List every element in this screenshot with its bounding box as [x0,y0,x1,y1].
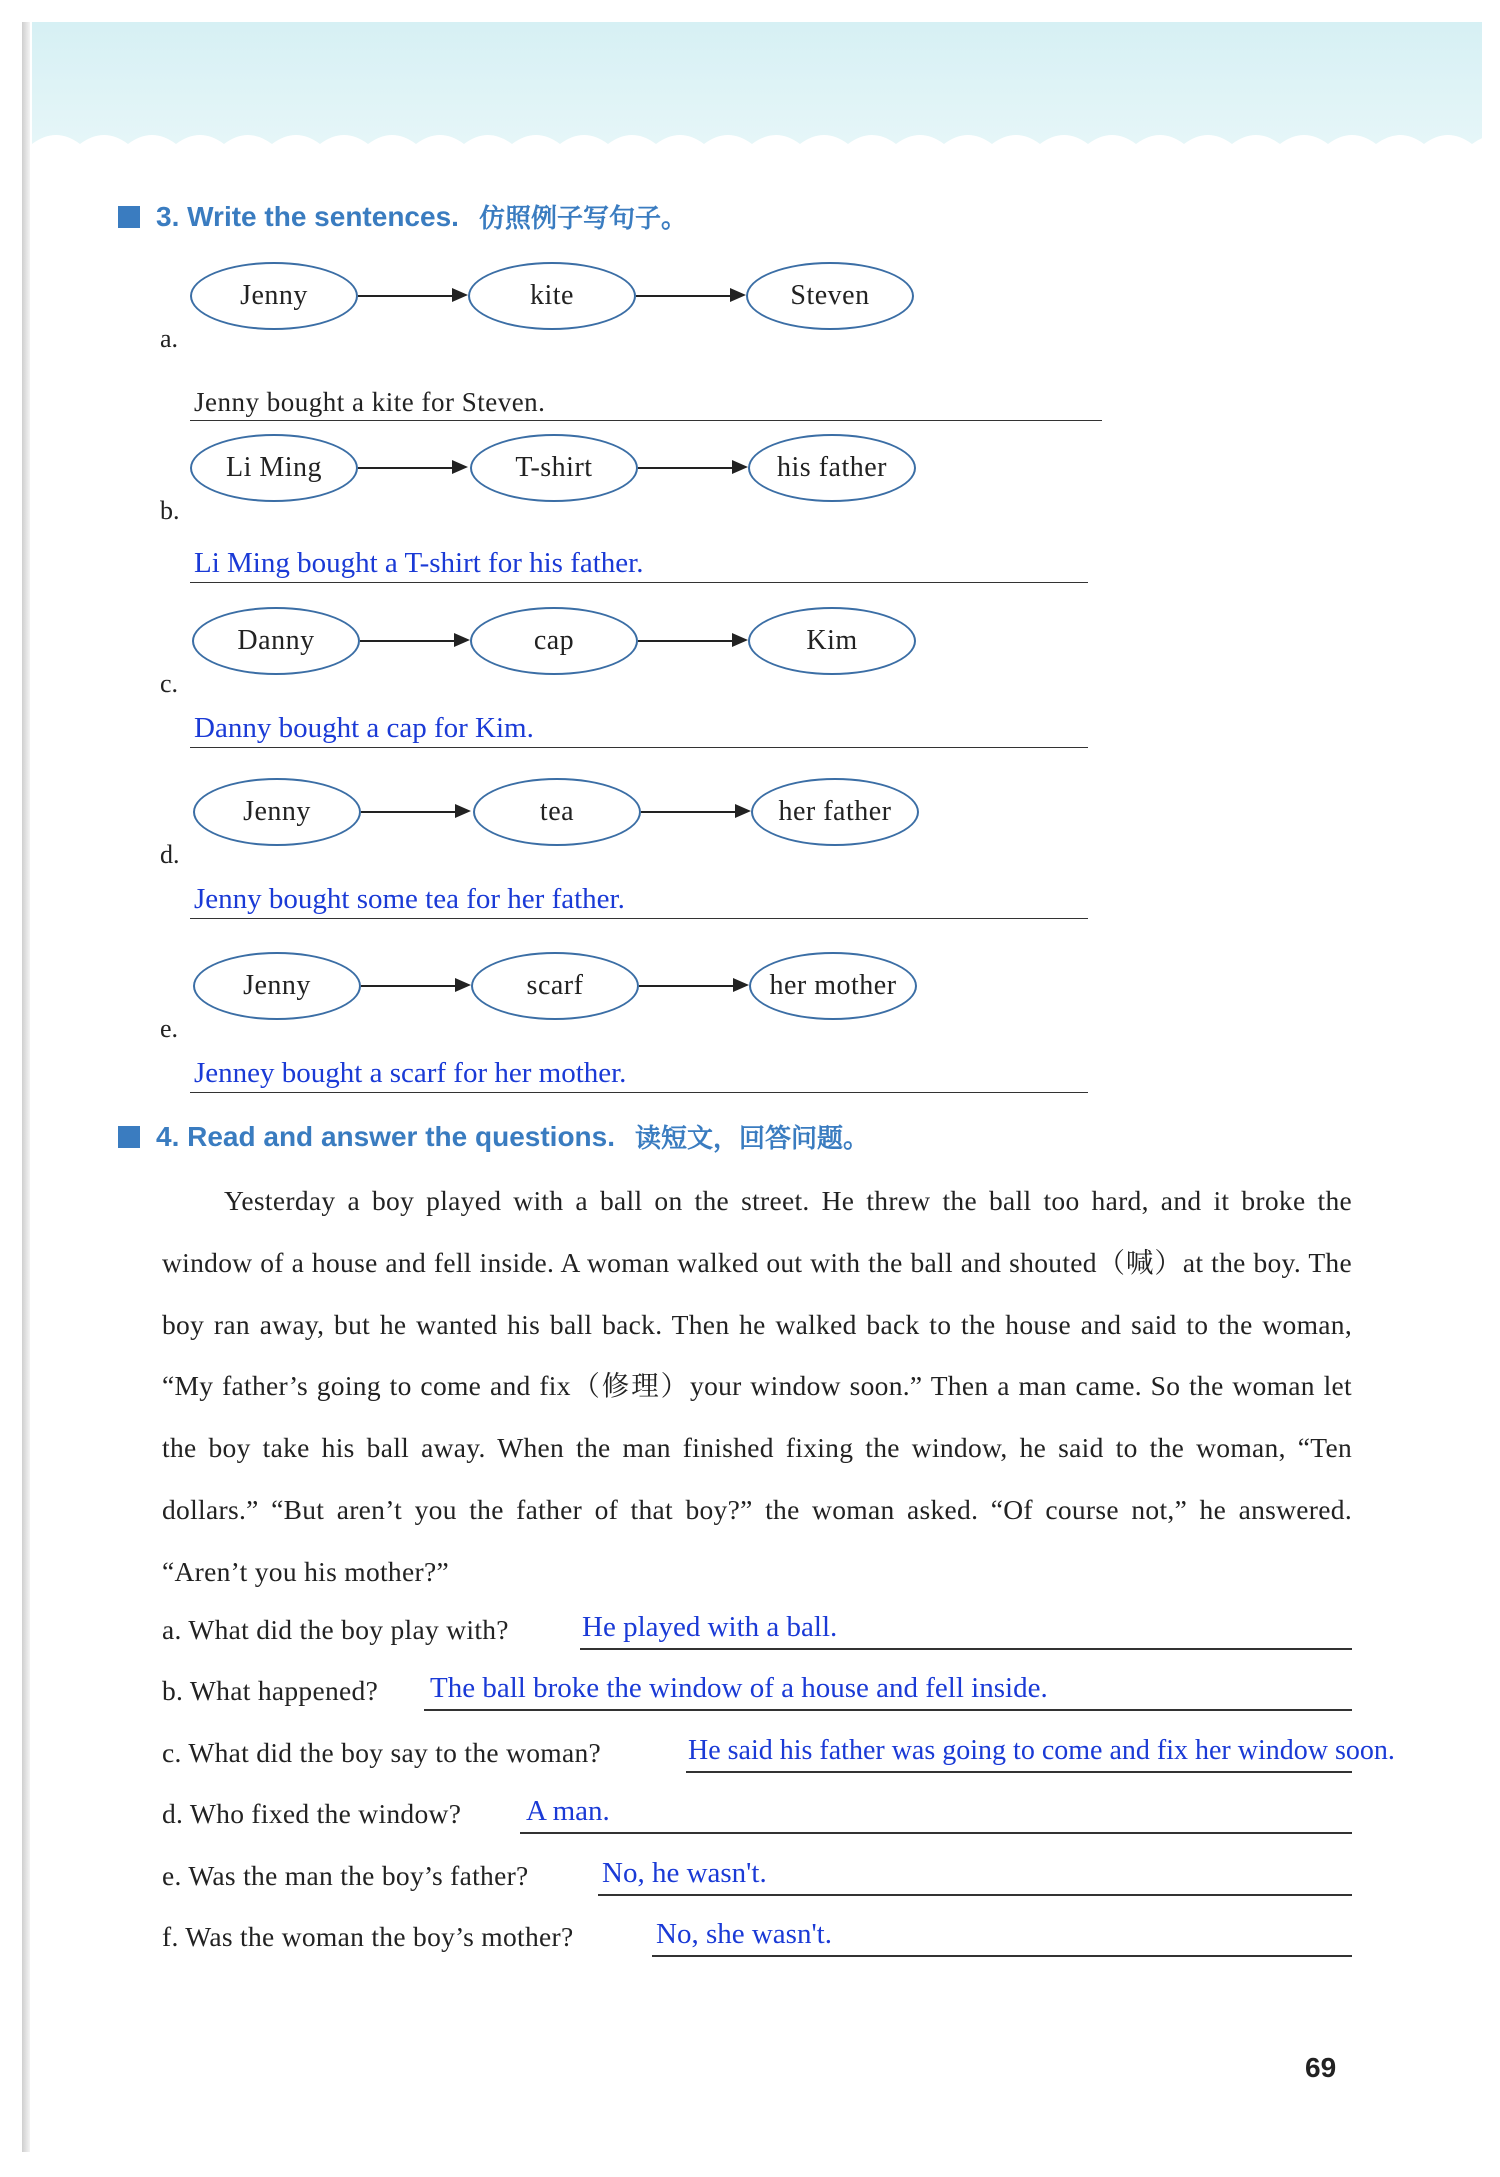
arrow-icon [361,984,471,988]
question-text: f. Was the woman the boy’s mother? [162,1921,574,1952]
answer-line [580,1648,1352,1650]
node-receiver: Kim [748,607,916,675]
node-item: tea [473,778,641,846]
answer-line [190,542,1088,583]
node-item: scarf [471,952,639,1020]
question-text: a. What did the boy play with? [162,1614,509,1645]
section4-title-cn: 读短文，回答问题。 [635,1124,870,1154]
answer-text: Danny bought a cap for Kim. [194,712,534,744]
node-item: kite [468,262,636,330]
row-letter: e. [160,1014,179,1043]
question-e [162,1850,1352,1896]
exercise-row-b [0,434,1500,604]
question-text: c. What did the boy say to the woman? [162,1737,602,1768]
arrow-icon [639,984,749,988]
exercise-row-c [0,607,1500,777]
question-text: d. Who fixed the window? [162,1798,462,1829]
answer-text: A man. [526,1795,610,1827]
answer-line [190,707,1088,748]
section4-title: 4. Read and answer the questions. [156,1120,616,1152]
answer-text: No, she wasn't. [656,1918,832,1950]
question-d [162,1788,1352,1834]
section-marker-icon [118,206,140,228]
question-a [162,1604,1352,1650]
exercise-row-d [0,778,1500,948]
section3-heading [118,198,687,235]
answer-line [652,1955,1352,1957]
question-f [162,1911,1352,1957]
section4-heading [118,1118,869,1155]
reading-passage [162,1170,1352,1603]
example-sentence: Jenny bought a kite for Steven. [194,387,546,417]
row-letter: d. [160,840,180,869]
answer-line [520,1832,1352,1834]
row-letter: b. [160,496,180,525]
question-text: b. What happened? [162,1675,379,1706]
node-receiver: his father [748,434,916,502]
node-giver: Jenny [193,778,361,846]
question-text: e. Was the man the boy’s father? [162,1860,529,1891]
exercise-row-e [0,952,1500,1122]
answer-text: The ball broke the window of a house and fell inside. [430,1672,1048,1704]
answer-line [190,878,1088,919]
section-marker-icon [118,1126,140,1148]
node-giver: Li Ming [190,434,358,502]
answer-line [686,1771,1352,1773]
passage-text: Yesterday a boy played with a ball on the street. He threw the ball too hard, and it broke the window of a house and fell inside. A woman walked out with the ball and shouted（喊）at the boy. The boy ran away, but he wanted his ball back. Then he walked back to the house and said to the woman, “My father’s going to come and fix（修理）your window soon.” Then a man came. So the woman let the boy take his ball away. When the man finished fixing the window, he said to the woman, “Ten dollars.” “But aren’t you the father of that boy?” the woman asked. “Of course not,” he answered. “Aren’t you his mother?” [162,1185,1352,1587]
node-receiver: her father [751,778,919,846]
arrow-icon [360,639,470,643]
node-item: T-shirt [470,434,638,502]
arrow-icon [638,639,748,643]
node-giver: Jenny [190,262,358,330]
exercise-row-a [0,262,1500,432]
page-number: 69 [1305,2052,1337,2083]
answer-text: Li Ming bought a T-shirt for his father. [194,547,644,579]
row-letter: c. [160,669,179,698]
node-giver: Danny [192,607,360,675]
node-item: cap [470,607,638,675]
question-c [162,1727,1395,1773]
arrow-icon [361,810,471,814]
answer-line [424,1709,1352,1711]
row-letter: a. [160,324,179,353]
node-receiver: her mother [749,952,917,1020]
arrow-icon [641,810,751,814]
wave-decoration [32,124,1482,148]
answer-text: He played with a ball. [582,1611,838,1643]
arrow-icon [638,466,748,470]
answer-line [190,1052,1088,1093]
answer-text: Jenny bought some tea for her father. [194,883,625,915]
header-band [32,22,1482,147]
arrow-icon [636,294,746,298]
node-receiver: Steven [746,262,914,330]
arrow-icon [358,466,468,470]
answer-text: Jenney bought a scarf for her mother. [194,1057,627,1089]
answer-line [598,1894,1352,1896]
arrow-icon [358,294,468,298]
question-b [162,1665,1352,1711]
answer-text: No, he wasn't. [602,1857,767,1889]
section3-title: 3. Write the sentences. [156,200,459,232]
section3-title-cn: 仿照例子写句子。 [478,204,687,234]
node-giver: Jenny [193,952,361,1020]
answer-text: He said his father was going to come and fix her window soon. [688,1735,1395,1766]
answer-line [190,380,1102,421]
